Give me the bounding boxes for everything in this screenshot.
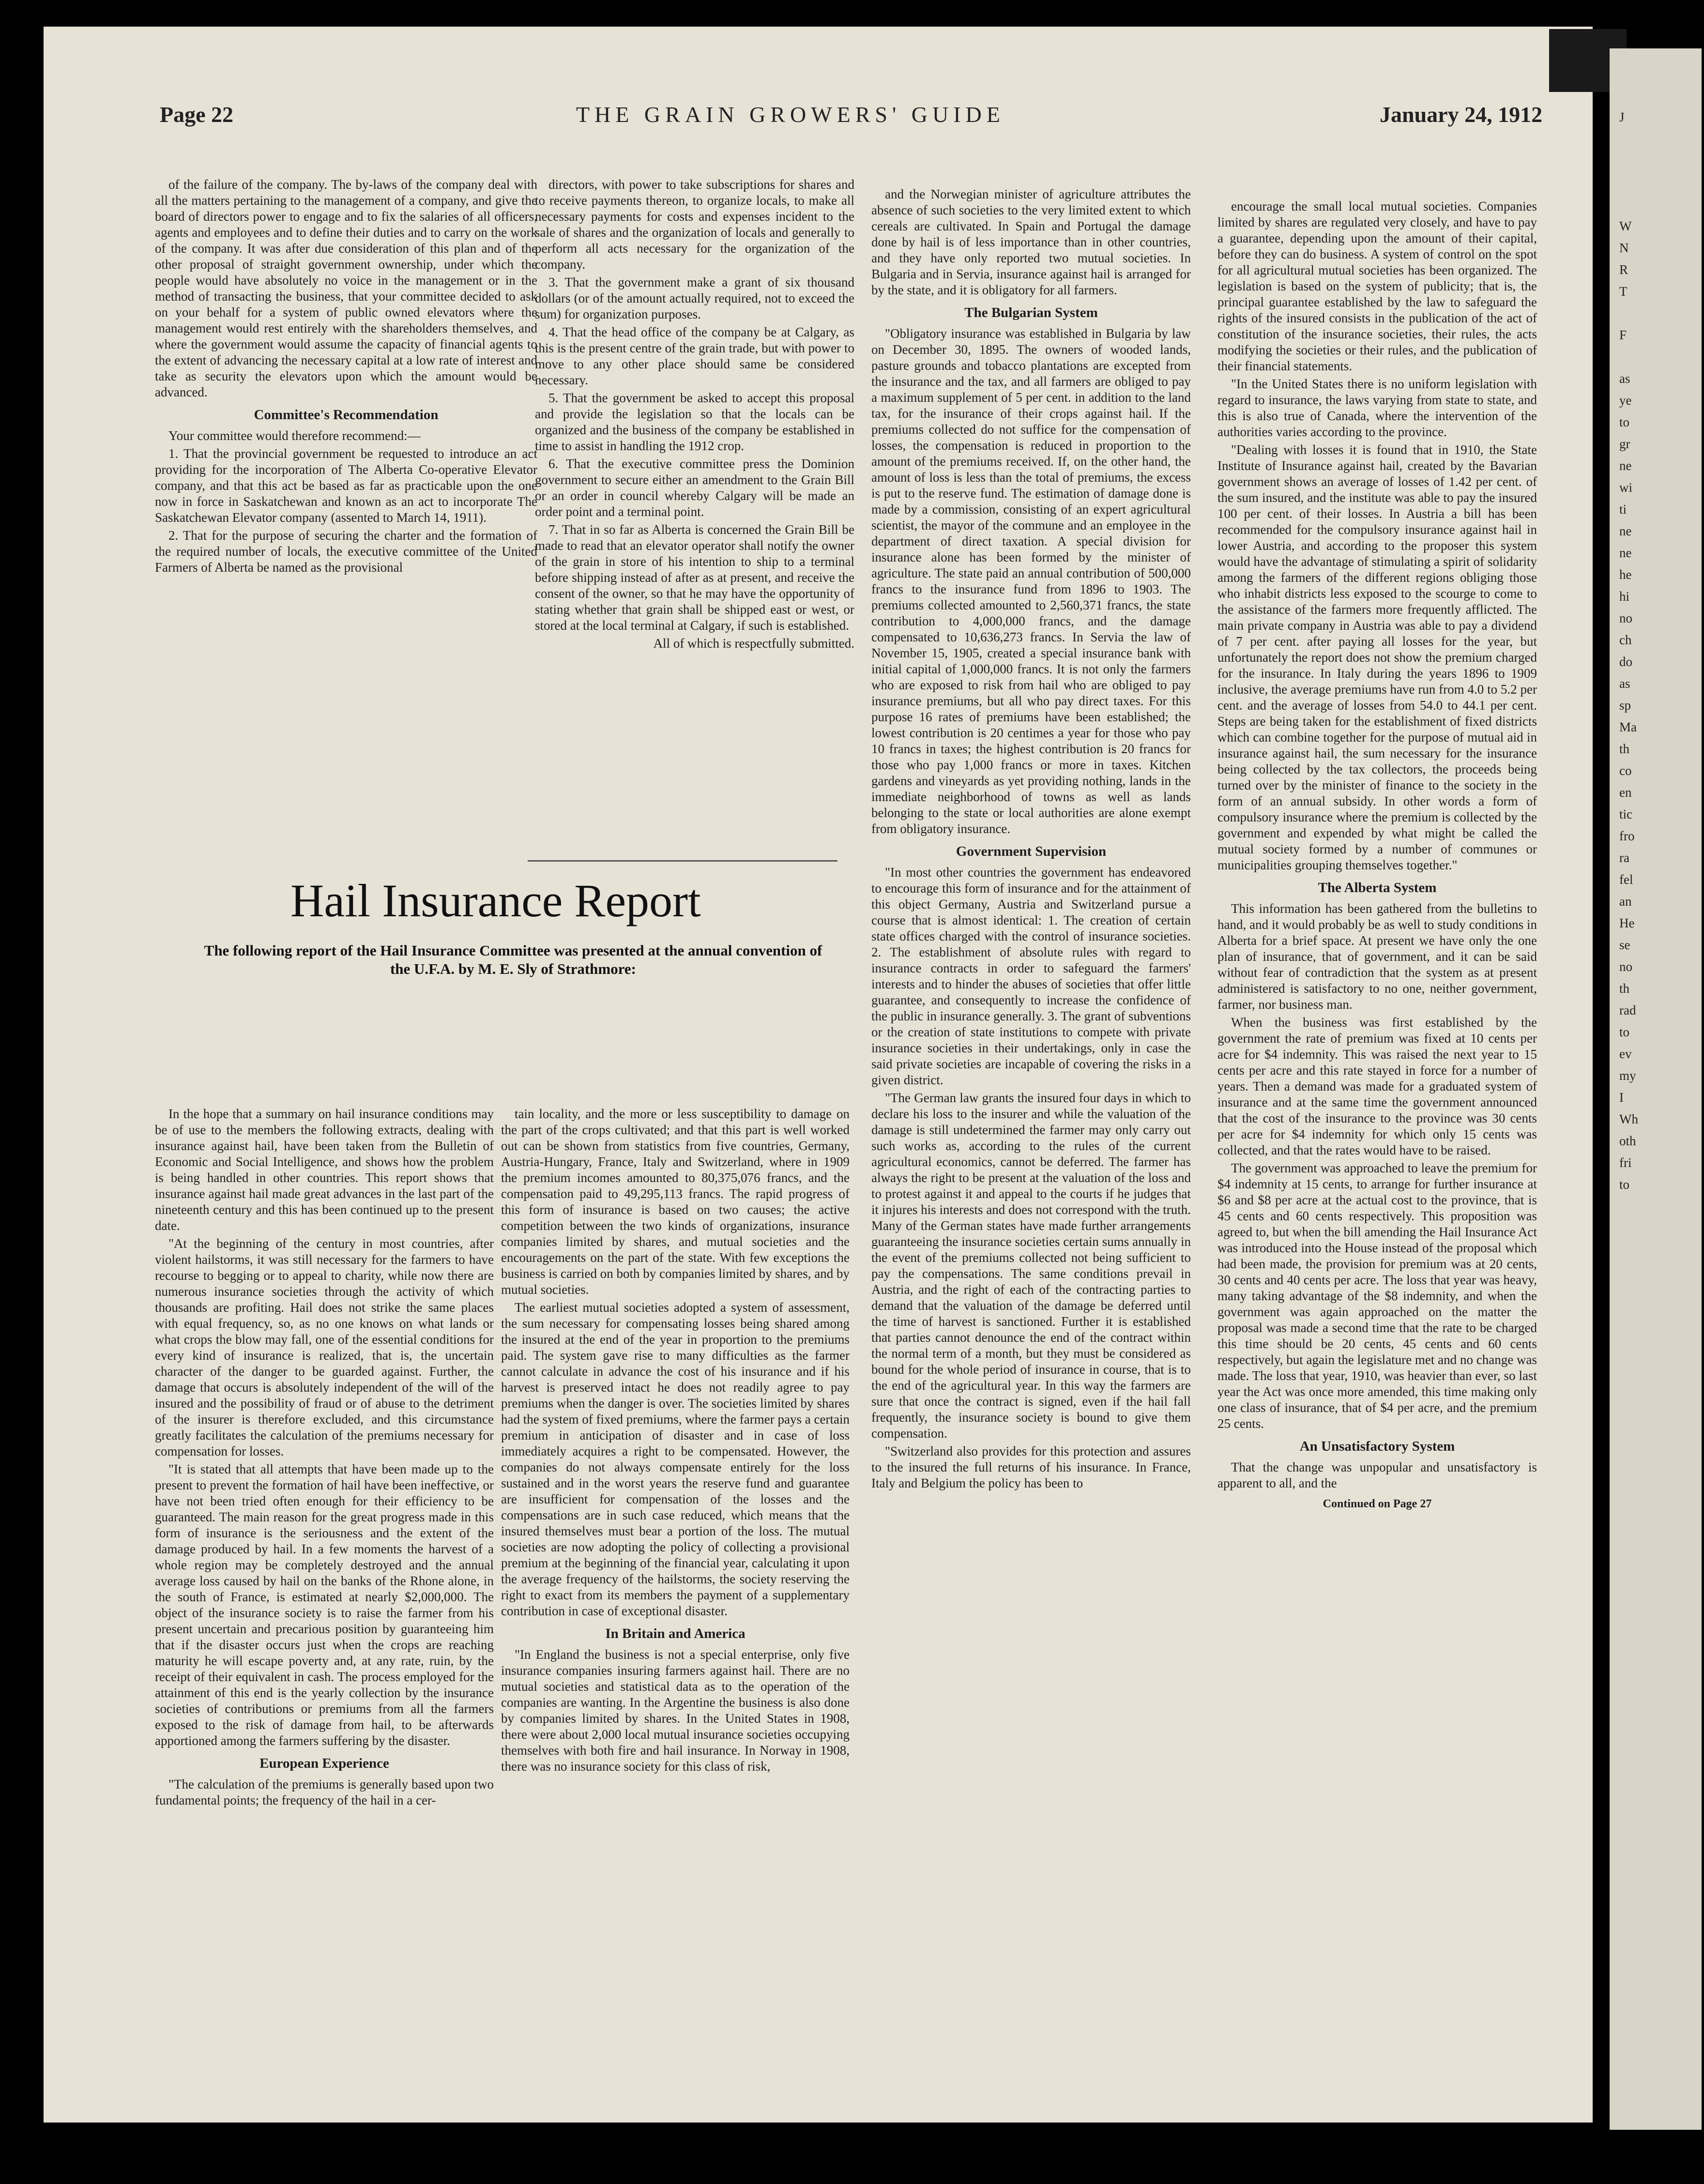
paragraph: and the Norwegian minister of agriculture attributes the absence of such societies to the very limited extent to which cereals are cultivated. In Spain and Portugal the damage done by hail is of less importance than in other countries, and they have only reported two mutual societies. In Bulgaria and in Servia, insurance against hail is arranged for by the state, and it is obligatory for all farmers. (871, 187, 1191, 297)
paragraph: That the change was unpopular and unsatisfactory is apparent to all, and the (1217, 1460, 1537, 1490)
paragraph: "In most other countries the government has endeavored to encourage this form of insurance and for the attainment of this object Germany, Austria and Switzerland pursue a course that is almost identical: 1. The creation of certain state offices charged with the control of insurance societies. 2. The establishment of absolute rules with regard to insurance contracts in order to safeguard the farmers' interests and to hinder the abuses of societies that offer little guarantee, and consequently to increase the confidence of the public in insurance generally. 3. The grant of subventions or the creation of state institutions to compete with private insurance societies in their undertakings, only in case the said private societies are incapable of covering the risks in a given district. (871, 865, 1191, 1087)
column-hail-intro (155, 1106, 494, 2074)
adjacent-page-fragment: sp (1619, 698, 1631, 713)
paragraph: 6. That the executive committee press the Dominion government to secure either an amendment to the Grain Bill or an order in council whereby Calgary will be made an order point and a terminal point. (535, 456, 854, 519)
paragraph: 1. That the provincial government be requested to introduce an act providing for the incorporation of The Alberta Co-operative Elevator company, and that this act be based as far as practicable upon the one now in force in Saskatchewan and known as an act to incorporate The Saskatchewan Elevator company (assented to March 14, 1911). (155, 446, 537, 525)
issue-date: January 24, 1912 (1380, 102, 1543, 127)
adjacent-page-fragment: do (1619, 654, 1632, 669)
adjacent-page-fragment: rad (1619, 1003, 1636, 1017)
column-alberta-system (1217, 198, 1537, 2096)
adjacent-page-fragment (1619, 172, 1697, 194)
paragraph: "In the United States there is no uniform legislation with regard to insurance, the laws varying from state to state, and this is also true of Canada, where the intervention of the authorities varies according to the province. (1217, 377, 1537, 439)
adjacent-page-edge (1610, 48, 1702, 2130)
closing-line: All of which is respectfully submitted. (653, 636, 854, 651)
adjacent-page-fragment: ev (1619, 1046, 1632, 1061)
section-heading: The Alberta System (1318, 880, 1437, 895)
paragraph: The government was approached to leave the premium for $4 indemnity at 15 cents, to arrange for further insurance at $6 and $8 per acre at the actual cost to the province, that is 45 cents and 60 cents respectively. This proposition was agreed to, but when the bill amending the Hail Insurance Act was introduced into the House instead of the proposal which had been made, the provision for premium was at 20 cents, 30 cents and 40 cents per acre. The loss that year was heavy, many taking advantage of the $8 indemnity, and when the government was again approached on the matter the proposal was made a second time that the rate to be charged this time should be 20 cents, 45 cents and 60 cents respectively, but again the legislature met and no change was made. The loss that year, 1910, was heavier than ever, so last year the Act was once more amended, this time making only one class of insurance, that of $4 per acre, and the premium 25 cents. (1217, 1161, 1537, 1431)
paragraph: "In England the business is not a special enterprise, only five insurance companies insuring farmers against hail. There are no mutual societies and statistical data as to the operation of the companies are wanting. In the Argentine the business is also done by companies limited by shares. In the United States in 1908, there were about 2,000 local mutual insurance societies occupying themselves with both fire and hail insurance. In Norway in 1908, there was no insurance society for this class of risk, (501, 1647, 850, 1774)
paragraph: 3. That the government make a grant of six thousand dollars (or of the amount actually required, not to exceed the sum) for organization purposes. (535, 275, 854, 321)
adjacent-page-fragment (1619, 346, 1697, 368)
paragraph: In the hope that a summary on hail insurance conditions may be of use to the members the following extracts, dealing with insurance against hail, have been taken from the Bulletin of Economic and Social Intelligence, and shows how the problem is being handled in other countries. This report shows that insurance against hail made great advances in the last part of the nineteenth century and this has been continued up to the present date. (155, 1107, 494, 1233)
section-heading: Committee's Recommendation (254, 407, 439, 423)
adjacent-page-fragment: co (1619, 763, 1632, 778)
adjacent-page-fragment: He (1619, 916, 1635, 930)
paragraph: When the business was first established by the government the rate of premium was fixed at 10 cents per acre for $4 indemnity. This was raised the next year to 15 cents per acre and this rate stayed in force for a number of years. Then a demand was made for a graduated system of insurance and at the same time the government announced that the cost of the insurance to the province was 30 cents per acre for $4 indemnity for which only 15 cents was collected, and that the rates would have to be raised. (1217, 1015, 1537, 1157)
adjacent-page-fragment: to (1619, 1025, 1630, 1039)
article-intro: The following report of the Hail Insurance Committee was presented at the annual convention of the U.F.A. by M. E. Sly of Strathmore: (204, 942, 822, 977)
adjacent-page-fragment: no (1619, 959, 1632, 974)
adjacent-page-fragment: ne (1619, 458, 1632, 473)
paragraph: "Switzerland also provides for this protection and assures to the insured the full returns of his insurance. In France, Italy and Belgium the policy has been to (871, 1444, 1191, 1490)
adjacent-page-fragment: wi (1619, 480, 1632, 495)
paragraph: This information has been gathered from the bulletins to hand, and it would probably be as well to study conditions in Alberta for a brief space. At present we have only the one plan of insurance, that of government, and it can be said without fear of contradiction that the system as at present administered is satisfactory to no one, neither government, farmer, nor business man. (1217, 901, 1537, 1012)
paragraph: "The calculation of the premiums is generally based upon two fundamental points; the frequency of the hail in a cer- (155, 1777, 494, 1807)
paragraph: directors, with power to take subscriptions for shares and to receive payments thereon, to organize locals, to make all necessary payments for costs and expenses incident to the sale of shares and the organization of locals and generally to perform all acts necessary for the organization of the company. (535, 177, 854, 272)
continued-note: Continued on Page 27 (1323, 1498, 1432, 1510)
adjacent-page-fragment: gr (1619, 437, 1630, 451)
adjacent-page-fragment: I (1619, 1090, 1624, 1105)
paragraph: 2. That for the purpose of securing the charter and the formation of the required number of locals, the executive committee of the United Farmers of Alberta be named as the provisional (155, 528, 537, 575)
adjacent-page-fragment: hi (1619, 589, 1630, 604)
paragraph: "At the beginning of the century in most countries, after violent hailstorms, it was still necessary for the farmers to have recourse to begging or to appeal to charity, while now there are numerous insurance societies through the activity of which thousands are profiting. Hail does not strike the same places with equal frequency, so, as no one knows on what lands or what crops the blow may fall, one of the essential conditions for every kind of insurance is realized, that is, the uncertain character of the danger to be guarded against. Further, the damage that occurs is absolutely independent of the will of the insured and the possibility of fraud or of abuse to the detriment of the insurer is therefore excluded, and this circumstance greatly facilitates the calculation of the premiums necessary for compensation for losses. (155, 1236, 494, 1458)
paragraph: 7. That in so far as Alberta is concerned the Grain Bill be made to read that an elevator operator shall notify the owner of the grain in store of his intention to ship to a terminal before shipping instead of after as at present, and receive the consent of the owner, so that he may have the opportunity of stating whether that grain shall be shipped east or west, or stored at the local terminal at Calgary, if such is established. (535, 522, 854, 633)
adjacent-page-fragment: ra (1619, 850, 1629, 865)
adjacent-page-fragment: ne (1619, 524, 1632, 538)
paragraph: Your committee would therefore recommend:— (168, 428, 421, 443)
section-heading: The Bulgarian System (964, 305, 1098, 320)
column-rule (528, 860, 837, 862)
section-heading: In Britain and America (605, 1626, 746, 1641)
paragraph: "The German law grants the insured four days in which to declare his loss to the insurer and while the valuation of the damage is still undetermined the farmer may only carry out such works as, according to the rules of the current agricultural economics, cannot be deferred. The farmer has always the right to be present at the valuation of the loss and to protest against it and appeal to the courts if he judges that it injures his interests and does not correspond with the truth. Many of the German states have made further arrangements guaranteeing the insurance societies certain sums annually in the event of the premiums collected not being sufficient to pay the compensations. The same conditions prevail in Austria, and the right of each of the contracting parties to demand that the valuation of the damage be deferred until the time of harvest is sanctioned. Further it is established that parties cannot denounce the end of the contract within the normal term of a month, but they must be considered as bound for the whole period of insurance in course, that is to the end of the agricultural year. In this way the farmers are sure that once the contract is signed, even if the hail fall frequently, the insurance society is bound to give them compensation. (871, 1091, 1191, 1441)
adjacent-page-fragment: oth (1619, 1134, 1636, 1148)
column-recommendations (535, 177, 854, 866)
page-number: Page 22 (160, 102, 234, 127)
column-committee-report (155, 177, 537, 888)
newspaper-page (44, 27, 1593, 2123)
adjacent-page-fragment: ch (1619, 633, 1632, 647)
adjacent-page-fragment: Wh (1619, 1112, 1638, 1126)
adjacent-page-fragment: my (1619, 1068, 1636, 1083)
adjacent-page-fragment: tic (1619, 807, 1632, 821)
adjacent-page-fragment: th (1619, 742, 1630, 756)
paragraph: encourage the small local mutual societies. Companies limited by shares are regulated very closely, and have to pay a guarantee, depending upon the amount of their capital, before they can do business. A system of control on the spot for all agricultural mutual societies has been organized. The legislation is based on the system of publicity; that is, the principal guarantee established by the law to safeguard the rights of the insured consists in the publication of the act of constitution of the insurance societies, their rules, the acts modifying the societies or their rules, and the publication of their financial statements. (1217, 199, 1537, 373)
adjacent-page-fragment: ne (1619, 546, 1632, 560)
adjacent-page-fragment: se (1619, 938, 1630, 952)
adjacent-page-fragment: fel (1619, 872, 1633, 887)
paragraph: tain locality, and the more or less susceptibility to damage on the part of the crops cultivated; and that this part is well worked out can be shown from statistics from five countries, Germany, Austria-Hungary, France, Italy and Switzerland, where in 1909 the premium incomes amounted to 80,375,076 francs, and the compensation paid to 49,295,113 francs. The rapid progress of this form of insurance is based on two causes; the active competition between the two kinds of organizations, insurance companies limited by shares, and mutual societies and the encouragements on the part of the state. With few exceptions the business is carried on both by companies limited by shares, and by mutual societies. (501, 1107, 850, 1297)
adjacent-page-fragment: he (1619, 567, 1632, 582)
adjacent-page-fragment: to (1619, 1177, 1630, 1192)
section-heading: Government Supervision (956, 844, 1107, 859)
adjacent-page-fragment: th (1619, 981, 1630, 996)
adjacent-page-fragment (1619, 128, 1697, 150)
paragraph: 4. That the head office of the company be at Calgary, as this is the present centre of the grain trade, but with power to move to any other place should same be considered necessary. (535, 325, 854, 387)
adjacent-page-fragment: N (1619, 241, 1629, 255)
adjacent-page-fragment: as (1619, 676, 1630, 691)
adjacent-page-fragment: J (1619, 110, 1625, 124)
adjacent-page-fragment: Ma (1619, 720, 1637, 734)
adjacent-page-fragment: F (1619, 328, 1627, 342)
paragraph: "It is stated that all attempts that have been made up to the present to prevent the formation of hail have been ineffective, or have not been tried often enough for their efficiency to be guaranteed. The main reason for the great progress made in this form of insurance is the seriousness and the extent of the damage produced by hail. In a few moments the harvest of a whole region may be completely destroyed and the annual average loss caused by hail on the banks of the Rhone alone, in the south of France, is estimated at nearly $2,000,000. The object of the insurance society is to raise the farmer from his present uncertain and precarious position by guaranteeing him that if the disaster occurs just when the crops are reaching maturity he will escape poverty and, at any rate, ruin, by the receipt of their equivalent in cash. The process employed for the attainment of this end is the yearly collection by the insurance societies of contributions or premiums from all the farmers exposed to the risk of damage from hail, to be afterwards apportioned among the farmers suffering by the disaster. (155, 1462, 494, 1748)
adjacent-page-fragment: fro (1619, 829, 1635, 843)
adjacent-page-fragment: to (1619, 415, 1630, 429)
adjacent-page-fragment: ti (1619, 502, 1627, 516)
adjacent-page-fragment (1619, 194, 1697, 215)
column-bulgarian-system (871, 186, 1191, 2123)
adjacent-page-fragment: ye (1619, 393, 1632, 408)
adjacent-page-fragment: as (1619, 371, 1630, 386)
section-heading: An Unsatisfactory System (1299, 1439, 1455, 1454)
column-hail-statistics (501, 1106, 850, 2074)
section-heading: European Experience (259, 1756, 389, 1771)
adjacent-page-text (1619, 106, 1697, 1196)
adjacent-page-fragment: T (1619, 284, 1628, 299)
publication-title: THE GRAIN GROWERS' GUIDE (576, 102, 1005, 127)
adjacent-page-fragment (1619, 303, 1697, 324)
paragraph: of the failure of the company. The by-laws of the company deal with all the matters pertaining to the management of a company, and give the board of directors power to engage and to fix the salaries of all officers, agents and employees and to define their duties and to carry on the work of the company. It was after due consideration of this plan and of the other proposal of straight government ownership, under which the people would have absolutely no voice in the management or in the method of transacting the business, that your committee decided to ask on your behalf for a system of public owned elevators where the management would rest entirely with the shareholders themselves, and where the government would assume the capacity of financial agents to the extent of advancing the necessary capital at a low rate of interest and take as security the elevators upon which the amount would be advanced. (155, 177, 537, 399)
paragraph: "Dealing with losses it is found that in 1910, the State Institute of Insurance against hail, created by the Bavarian government shows an average of losses of 1.42 per cent. of the sum insured, and the institute was able to pay the insured 100 per cent. of their losses. In Austria a bill has been recommended for the compulsory insurance against hail in lower Austria, and according to the proposer this system would have the advantage of stimulating a spirit of solidarity among the farmers of the different regions obliging those who inhabit districts less exposed to the scourge to come to the assistance of the farmers more frequently afflicted. The main private company in Austria was able to pay a dividend of 7 per cent. after paying all losses for the year, but unfortunately the report does not show the premium charged for the insurance. In Italy during the years 1896 to 1909 inclusive, the average premiums have run from 4.0 to 5.2 per cent. and the average of losses from 54.0 to 44.1 per cent. Steps are being taken for the establishment of fixed districts which can combine together for the purpose of mutual aid in insurance against hail, the sum necessary for the insurance being collected by the tax collectors, the proceeds being turned over by the minister of finance to the society in the form of an annual subsidy. In other words a form of compulsory insurance where the premium is collected by the government and expended by what might be called the mutual society formed by a number of communes or municipalities grouping themselves together." (1217, 442, 1537, 872)
adjacent-page-fragment: en (1619, 785, 1632, 800)
paragraph: The earliest mutual societies adopted a system of assessment, the sum necessary for compensating losses being shared among the insured at the end of the year in proportion to the premiums paid. The system gave rise to many difficulties as the farmer cannot calculate in advance the cost of his insurance and if his harvest is preserved intact he does not readily agree to pay premiums when the danger is over. The societies limited by shares had the system of fixed premiums, where the farmer pays a certain premium in anticipation of disaster and in case of loss immediately acquires a right to be compensated. However, the companies do not always compensate entirely for the loss sustained and in the worst years the reserve fund and guarantee are insufficient for compensation of the losses and the compensations are in such case reduced, which means that the insured themselves must bear a portion of the loss. The mutual societies are now adopting the policy of collecting a provisional premium at the beginning of the financial year, calculating it upon the average frequency of the hailstorms, the society reserving the right to exact from its members the payment of a supplementary contribution in case of exceptional disaster. (501, 1300, 850, 1618)
adjacent-page-fragment: an (1619, 894, 1632, 909)
article-headline: Hail Insurance Report (290, 875, 701, 926)
adjacent-page-fragment: no (1619, 611, 1632, 625)
adjacent-page-fragment: W (1619, 219, 1632, 233)
paragraph: 5. That the government be asked to accept this proposal and provide the legislation so that the locals can be organized and the business of the company be established in time to assist in handling the 1912 crop. (535, 391, 854, 453)
adjacent-page-fragment: R (1619, 262, 1628, 277)
paragraph: "Obligatory insurance was established in Bulgaria by law on December 30, 1895. The owners of wooded lands, pasture grounds and tobacco plantations are excepted from the insurance and the tax, and all farmers are obliged to pay a maximum supplement of 5 per cent. in addition to the land tax, for the insurance of their crops against hail. If the premiums collected do not suffice for the compensation of losses, the compensation is reduced in proportion to the amount of the premiums received. If, on the other hand, the amount of loss is less than the total of premiums, the excess is put to the reserve fund. The estimation of damage done is made by a commission, consisting of an expert agricultural scientist, the mayor of the commune and an employee in the department of direct taxation. A special division for insurance alone has been formed by the minister of agriculture. The state paid an annual contribution of 500,000 francs to the insurance fund from 1896 to 1903. The premiums collected amounted to 2,560,371 francs, the state contribution to 4,000,000 francs, and the damage compensated to 10,636,273 francs. In Servia the law of November 15, 1905, created a special insurance bank with initial capital of 1,000,000 francs. It is not only the farmers who are exposed to risk from hail who are obliged to pay insurance premiums, but all who pay direct taxes. For this purpose 16 rates of premiums have been established; the lowest contribution is 20 centimes a year for those who pay 10 francs in taxes; the highest contribution is 20 francs for those who pay 1,000 francs or more in taxes. Kitchen gardens and vineyards as yet providing nothing, lands in the immediate neighborhood of towns as well as lands belonging to the state or local authorities are alone exempt from obligatory insurance. (871, 326, 1191, 836)
adjacent-page-fragment: fri (1619, 1155, 1632, 1170)
adjacent-page-fragment (1619, 150, 1697, 172)
